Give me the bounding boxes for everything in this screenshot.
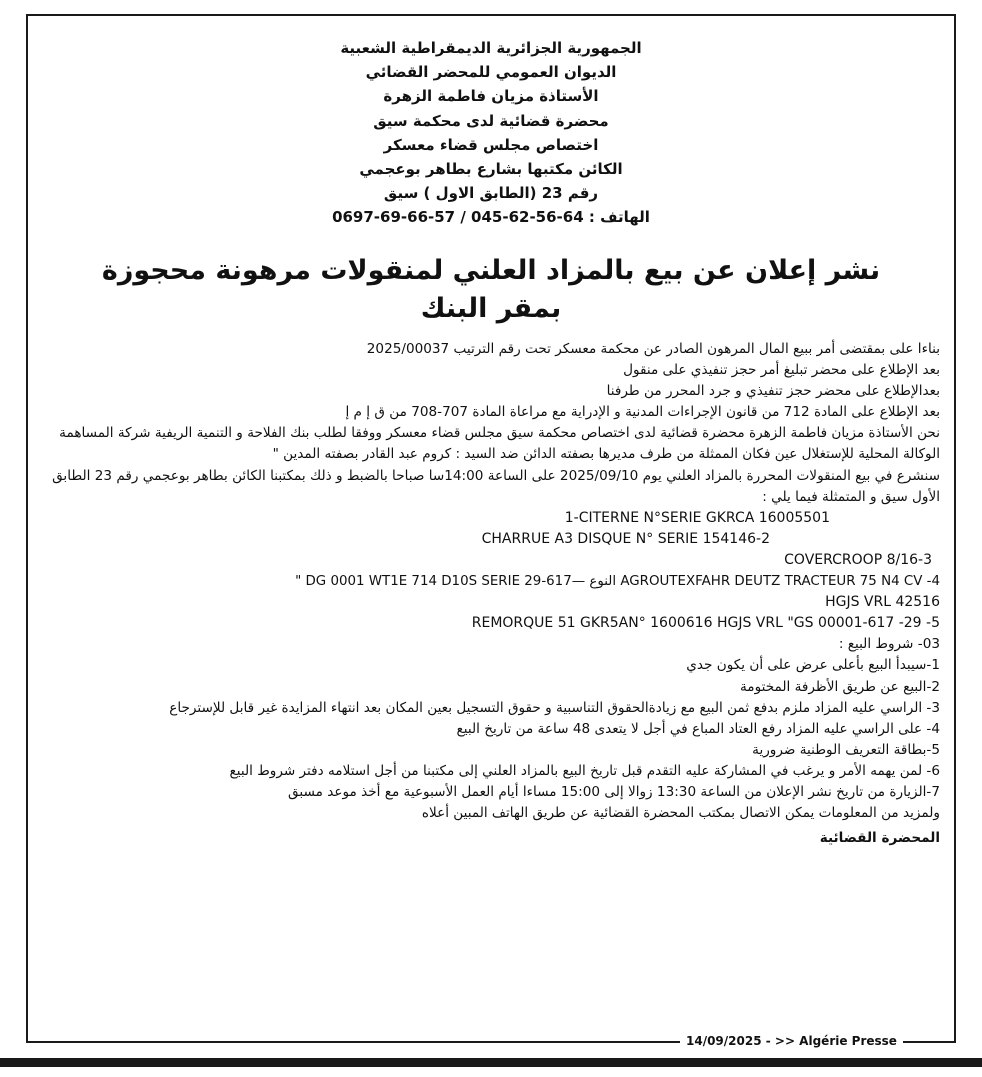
condition-item: 7-الزيارة من تاريخ نشر الإعلان من الساعة 13:30 زوالا إلى 15:00 مساءا أيام العمل الأسبوعية مع أخذ موعد مسبق (288, 783, 940, 800)
notice-title (26, 252, 956, 328)
signature: المحضرة القضائية (819, 830, 940, 847)
condition-item: 6- لمن يهمه الأمر و يرغب في المشاركة عليه التقدم قبل تاريخ البيع بالمزاد العلني إلى مكتبنا من أجل استلامه دفتر شروط البيع (229, 762, 940, 779)
paragraph: بعدالإطلاع على محضر حجز تنفيذي و جرد المحرر من طرفنا (606, 383, 940, 400)
condition-item: 3- الراسي عليه المزاد ملزم بدفع ثمن البيع مع زيادةالحقوق التناسبية و حقوق التسجيل بعين المكان بعد انتهاء المزايدة غير قابل للإسترجاع (169, 699, 940, 716)
condition-item: 1-سيبدأ البيع بأعلى عرض على أن يكون جدي (686, 657, 940, 674)
item-line: REMORQUE 51 GKR5AN° 1600616 HGJS VRL "GS 00001-617 -29 -5 (471, 615, 940, 632)
title-line-1: نشر إعلان عن بيع بالمزاد العلني لمنقولات مرهونة محجوزة (101, 255, 881, 286)
title-line-2: بمقر البنك (420, 293, 562, 324)
paragraph: نحن الأستاذة مزيان فاطمة الزهرة محضرة قضائية لدى اختصاص محكمة سيق مجلس قضاء معسكر ووفقا لطلب بنك الفلاحة و التنمية الريفية شركة المساهمة الوكالة المحلية للإستغلال عين فكان الممثلة من طرف مديرها بصفته الدائن ضد السيد : كروم عبد القادر بصفته المدين " (59, 425, 940, 463)
paragraph: بناءا على بمقتضى أمر ببيع المال المرهون الصادر عن محكمة معسكر تحت رقم الترتيب 2025/00037 (366, 341, 940, 357)
phone-numbers: 0697-69-66-57 / 045-62-56-64 (332, 208, 584, 227)
header-line: محضرة قضائية لدى محكمة سيق (373, 111, 609, 130)
item-line: " DG 0001 WT1E 714 D10S SERIE 29-617— النوع AGROUTEXFAHR DEUTZ TRACTEUR 75 N4 CV -4 (295, 574, 940, 590)
footer-date-source: 14/09/2025 - >> Algérie Presse (680, 1034, 903, 1048)
conditions-title: 03- شروط البيع : (838, 636, 940, 653)
header-line: الكائن مكتبها بشارع بطاهر بوعجمي (359, 160, 623, 179)
header-line: رقم 23 (الطابق الاول ) سيق (383, 184, 599, 203)
condition-item: ولمزيد من المعلومات يمكن الاتصال بمكتب المحضرة القضائية عن طريق الهاتف المبين أعلاه (421, 805, 940, 822)
header-line: الديوان العمومي للمحضر القضائي (365, 63, 617, 82)
item-line: CHARRUE A3 DISQUE N° SERIE 154146-2 (481, 530, 770, 547)
item-line: COVERCROOP 8/16-3 (784, 551, 932, 568)
phone-line (26, 205, 956, 229)
header-line: الأستاذة مزيان فاطمة الزهرة (383, 87, 599, 106)
notice-header (26, 36, 956, 230)
condition-item: 2-البيع عن طريق الأظرفة المختومة (740, 678, 940, 695)
condition-item: 4- على الراسي عليه المزاد رفع العتاد المباع في أجل لا يتعدى 48 ساعة من تاريخ البيع (456, 720, 940, 737)
condition-item: 5-بطاقة التعريف الوطنية ضرورية (752, 741, 940, 758)
paragraph: بعد الإطلاع على محضر تبليغ أمر حجز تنفيذي على منقول (623, 362, 940, 379)
header-line: اختصاص مجلس قضاء معسكر (383, 135, 599, 154)
item-line: HGJS VRL 42516 (825, 594, 940, 611)
item-line: 1-CITERNE N°SERIE GKRCA 16005501 (564, 509, 830, 526)
paragraph: بعد الإطلاع على المادة 712 من قانون الإجراءات المدنية و الإدراية مع مراعاة المادة 707-708 من ق إ م إ (345, 404, 940, 421)
bottom-rule (0, 1058, 982, 1067)
phone-label: الهاتف : (588, 208, 650, 227)
header-line: الجمهورية الجزائرية الديمقراطية الشعبية (340, 39, 642, 57)
paragraph: سنشرع في بيع المنقولات المحررة بالمزاد العلني يوم 2025/09/10 على الساعة 14:00سا صباحا بالضبط و ذلك بمكتبنا الكائن بطاهر بوعجمي رقم 23 الطابق الأول سيق و المتمثلة فيما يلي : (52, 467, 940, 505)
notice-body (44, 339, 940, 849)
